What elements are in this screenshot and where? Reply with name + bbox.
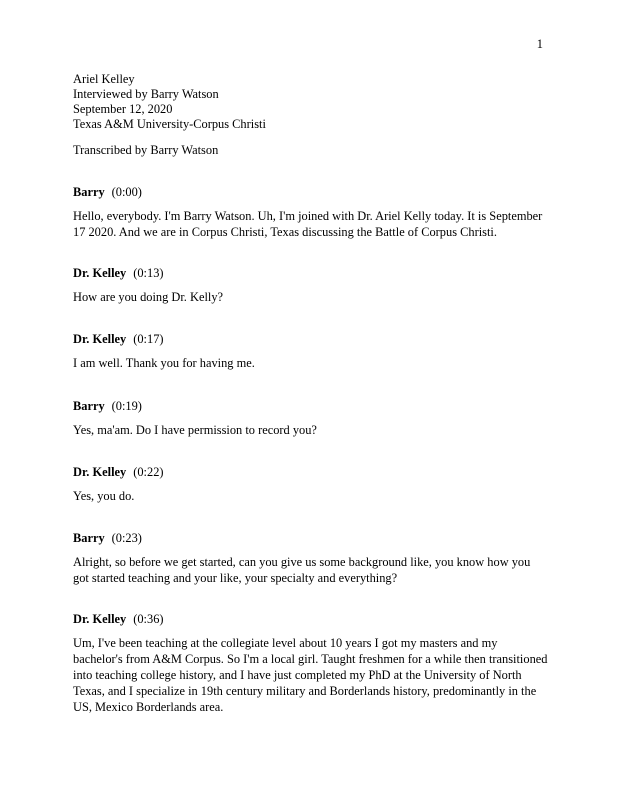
timestamp: (0:36) xyxy=(133,612,164,626)
transcript-paragraph: Um, I've been teaching at the collegiate level about 10 years I got my masters and my bachelor's from A&M Corpus. So I'm a local girl. Taught freshmen for a while then transitioned into teaching college history, and I have just completed my PhD at the University of North Texas, and I specialize in 19th century military and Borderlands history, predominantly in the US, Mexico Borderlands area. xyxy=(73,636,548,714)
speaker-heading xyxy=(73,611,164,627)
transcript-paragraph: Yes, you do. xyxy=(73,489,135,503)
speaker-name: Dr. Kelley xyxy=(73,332,127,346)
speaker-heading xyxy=(73,265,164,281)
transcriber-line: Transcribed by Barry Watson xyxy=(73,143,219,157)
transcript-paragraph: I am well. Thank you for having me. xyxy=(73,356,255,370)
speaker-heading xyxy=(73,184,142,200)
speaker-name: Dr. Kelley xyxy=(73,465,127,479)
timestamp: (0:23) xyxy=(111,531,142,545)
speaker-name: Dr. Kelley xyxy=(73,266,127,280)
speaker-name: Barry xyxy=(73,185,105,199)
timestamp: (0:19) xyxy=(111,399,142,413)
speaker-heading xyxy=(73,331,164,347)
interviewee-name: Ariel Kelley xyxy=(73,72,135,86)
institution-name: Texas A&M University-Corpus Christi xyxy=(73,117,266,131)
speaker-heading xyxy=(73,530,142,546)
timestamp: (0:17) xyxy=(133,332,164,346)
document-header xyxy=(73,72,553,132)
speaker-name: Dr. Kelley xyxy=(73,612,127,626)
transcript-paragraph: Hello, everybody. I'm Barry Watson. Uh, I'm joined with Dr. Ariel Kelly today. It is September 17 2020. And we are in Corpus Christi, Texas discussing the Battle of Corpus Christi. xyxy=(73,209,543,239)
timestamp: (0:00) xyxy=(111,185,142,199)
timestamp: (0:13) xyxy=(133,266,164,280)
speaker-name: Barry xyxy=(73,399,105,413)
speaker-heading xyxy=(73,398,142,414)
page-number: 1 xyxy=(536,37,543,51)
interview-date: September 12, 2020 xyxy=(73,102,173,116)
transcript-paragraph: Yes, ma'am. Do I have permission to record you? xyxy=(73,423,317,437)
speaker-heading xyxy=(73,464,164,480)
timestamp: (0:22) xyxy=(133,465,164,479)
transcript-paragraph: How are you doing Dr. Kelly? xyxy=(73,290,224,304)
interviewer-line: Interviewed by Barry Watson xyxy=(73,87,219,101)
transcript-paragraph: Alright, so before we get started, can you give us some background like, you know how you got started teaching and your like, your specialty and everything? xyxy=(73,555,531,585)
speaker-name: Barry xyxy=(73,531,105,545)
